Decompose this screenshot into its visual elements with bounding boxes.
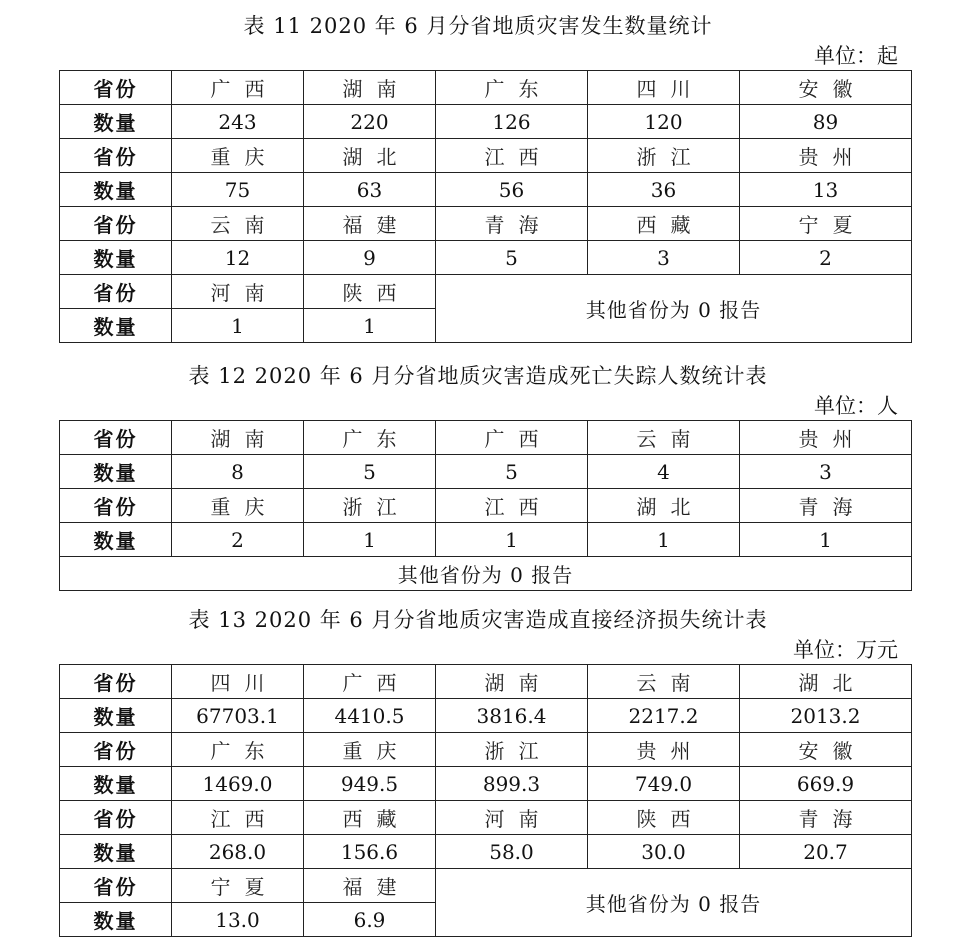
count-cell: 749.0 bbox=[588, 767, 740, 801]
count-cell: 89 bbox=[740, 105, 912, 139]
province-header: 省份 bbox=[60, 733, 172, 767]
count-cell: 268.0 bbox=[172, 835, 304, 869]
province-cell: 江西 bbox=[436, 489, 588, 523]
province-cell: 河南 bbox=[172, 275, 304, 309]
table11-unit: 单位：起 bbox=[814, 44, 898, 68]
province-cell: 湖北 bbox=[588, 489, 740, 523]
province-cell: 湖南 bbox=[436, 665, 588, 699]
count-header: 数量 bbox=[60, 699, 172, 733]
table-row bbox=[60, 767, 912, 801]
table-row bbox=[60, 173, 912, 207]
province-cell: 重庆 bbox=[172, 139, 304, 173]
table12-unit: 单位：人 bbox=[814, 394, 898, 418]
table13-unit: 单位：万元 bbox=[793, 638, 898, 662]
province-cell: 河南 bbox=[436, 801, 588, 835]
province-cell: 江西 bbox=[172, 801, 304, 835]
province-cell: 云南 bbox=[588, 665, 740, 699]
count-cell: 30.0 bbox=[588, 835, 740, 869]
table13-title: 表 13 2020 年 6 月分省地质灾害造成直接经济损失统计表 bbox=[188, 608, 768, 632]
province-header: 省份 bbox=[60, 489, 172, 523]
count-cell: 13 bbox=[740, 173, 912, 207]
count-header: 数量 bbox=[60, 309, 172, 343]
province-cell: 浙江 bbox=[588, 139, 740, 173]
count-cell: 5 bbox=[436, 455, 588, 489]
count-cell: 20.7 bbox=[740, 835, 912, 869]
count-cell: 4410.5 bbox=[304, 699, 436, 733]
table-row bbox=[60, 105, 912, 139]
table-row bbox=[60, 421, 912, 455]
count-cell: 1469.0 bbox=[172, 767, 304, 801]
province-cell: 青海 bbox=[740, 489, 912, 523]
count-header: 数量 bbox=[60, 903, 172, 937]
province-cell: 湖北 bbox=[304, 139, 436, 173]
count-cell: 1 bbox=[304, 309, 436, 343]
province-cell: 重庆 bbox=[172, 489, 304, 523]
count-cell: 3 bbox=[588, 241, 740, 275]
province-cell: 广东 bbox=[172, 733, 304, 767]
province-cell: 福建 bbox=[304, 869, 436, 903]
province-cell: 广东 bbox=[436, 71, 588, 105]
province-cell: 浙江 bbox=[436, 733, 588, 767]
province-cell: 云南 bbox=[588, 421, 740, 455]
count-cell: 2217.2 bbox=[588, 699, 740, 733]
count-cell: 1 bbox=[436, 523, 588, 557]
province-cell: 广西 bbox=[436, 421, 588, 455]
province-cell: 贵州 bbox=[740, 139, 912, 173]
province-cell: 湖北 bbox=[740, 665, 912, 699]
count-cell: 9 bbox=[304, 241, 436, 275]
count-cell: 5 bbox=[304, 455, 436, 489]
table-row bbox=[60, 835, 912, 869]
table11 bbox=[59, 70, 912, 343]
table-row bbox=[60, 733, 912, 767]
province-cell: 广西 bbox=[304, 665, 436, 699]
count-cell: 156.6 bbox=[304, 835, 436, 869]
province-cell: 陕西 bbox=[304, 275, 436, 309]
province-cell: 安徽 bbox=[740, 71, 912, 105]
province-cell: 云南 bbox=[172, 207, 304, 241]
table-row bbox=[60, 489, 912, 523]
province-header: 省份 bbox=[60, 801, 172, 835]
other-provinces-note: 其他省份为 0 报告 bbox=[60, 557, 912, 591]
count-header: 数量 bbox=[60, 105, 172, 139]
count-cell: 67703.1 bbox=[172, 699, 304, 733]
table-row bbox=[60, 207, 912, 241]
province-header: 省份 bbox=[60, 139, 172, 173]
province-header: 省份 bbox=[60, 665, 172, 699]
province-header: 省份 bbox=[60, 275, 172, 309]
province-header: 省份 bbox=[60, 421, 172, 455]
count-cell: 75 bbox=[172, 173, 304, 207]
table-row bbox=[60, 699, 912, 733]
count-header: 数量 bbox=[60, 523, 172, 557]
province-cell: 青海 bbox=[436, 207, 588, 241]
province-cell: 重庆 bbox=[304, 733, 436, 767]
table-row bbox=[60, 557, 912, 591]
table-row bbox=[60, 71, 912, 105]
province-cell: 西藏 bbox=[588, 207, 740, 241]
table-row bbox=[60, 241, 912, 275]
count-cell: 1 bbox=[588, 523, 740, 557]
table-row bbox=[60, 275, 912, 309]
province-cell: 广东 bbox=[304, 421, 436, 455]
province-header: 省份 bbox=[60, 869, 172, 903]
province-header: 省份 bbox=[60, 207, 172, 241]
count-cell: 8 bbox=[172, 455, 304, 489]
province-cell: 四川 bbox=[588, 71, 740, 105]
table-row bbox=[60, 523, 912, 557]
province-cell: 浙江 bbox=[304, 489, 436, 523]
count-cell: 5 bbox=[436, 241, 588, 275]
count-cell: 120 bbox=[588, 105, 740, 139]
count-header: 数量 bbox=[60, 173, 172, 207]
province-cell: 湖南 bbox=[172, 421, 304, 455]
count-cell: 220 bbox=[304, 105, 436, 139]
other-provinces-note: 其他省份为 0 报告 bbox=[436, 275, 912, 343]
table-row bbox=[60, 801, 912, 835]
count-header: 数量 bbox=[60, 241, 172, 275]
count-cell: 2 bbox=[172, 523, 304, 557]
province-cell: 广西 bbox=[172, 71, 304, 105]
count-cell: 2 bbox=[740, 241, 912, 275]
province-cell: 江西 bbox=[436, 139, 588, 173]
count-cell: 949.5 bbox=[304, 767, 436, 801]
province-cell: 青海 bbox=[740, 801, 912, 835]
count-header: 数量 bbox=[60, 835, 172, 869]
count-cell: 1 bbox=[172, 309, 304, 343]
province-cell: 四川 bbox=[172, 665, 304, 699]
province-cell: 福建 bbox=[304, 207, 436, 241]
count-cell: 2013.2 bbox=[740, 699, 912, 733]
count-cell: 126 bbox=[436, 105, 588, 139]
table11-title: 表 11 2020 年 6 月分省地质灾害发生数量统计 bbox=[243, 14, 713, 38]
count-cell: 3 bbox=[740, 455, 912, 489]
other-provinces-note: 其他省份为 0 报告 bbox=[436, 869, 912, 937]
province-cell: 安徽 bbox=[740, 733, 912, 767]
province-cell: 陕西 bbox=[588, 801, 740, 835]
count-cell: 12 bbox=[172, 241, 304, 275]
count-cell: 669.9 bbox=[740, 767, 912, 801]
province-header: 省份 bbox=[60, 71, 172, 105]
count-cell: 1 bbox=[740, 523, 912, 557]
table-row bbox=[60, 139, 912, 173]
province-cell: 贵州 bbox=[740, 421, 912, 455]
table12 bbox=[59, 420, 912, 591]
table12-title: 表 12 2020 年 6 月分省地质灾害造成死亡失踪人数统计表 bbox=[188, 364, 768, 388]
province-cell: 湖南 bbox=[304, 71, 436, 105]
count-cell: 13.0 bbox=[172, 903, 304, 937]
province-cell: 贵州 bbox=[588, 733, 740, 767]
count-cell: 3816.4 bbox=[436, 699, 588, 733]
count-cell: 58.0 bbox=[436, 835, 588, 869]
count-cell: 36 bbox=[588, 173, 740, 207]
table-row bbox=[60, 665, 912, 699]
count-header: 数量 bbox=[60, 455, 172, 489]
count-cell: 243 bbox=[172, 105, 304, 139]
table-row bbox=[60, 455, 912, 489]
count-cell: 1 bbox=[304, 523, 436, 557]
count-cell: 63 bbox=[304, 173, 436, 207]
count-cell: 56 bbox=[436, 173, 588, 207]
province-cell: 宁夏 bbox=[740, 207, 912, 241]
count-header: 数量 bbox=[60, 767, 172, 801]
table13 bbox=[59, 664, 912, 937]
province-cell: 宁夏 bbox=[172, 869, 304, 903]
province-cell: 西藏 bbox=[304, 801, 436, 835]
count-cell: 4 bbox=[588, 455, 740, 489]
count-cell: 6.9 bbox=[304, 903, 436, 937]
table-row bbox=[60, 869, 912, 903]
count-cell: 899.3 bbox=[436, 767, 588, 801]
